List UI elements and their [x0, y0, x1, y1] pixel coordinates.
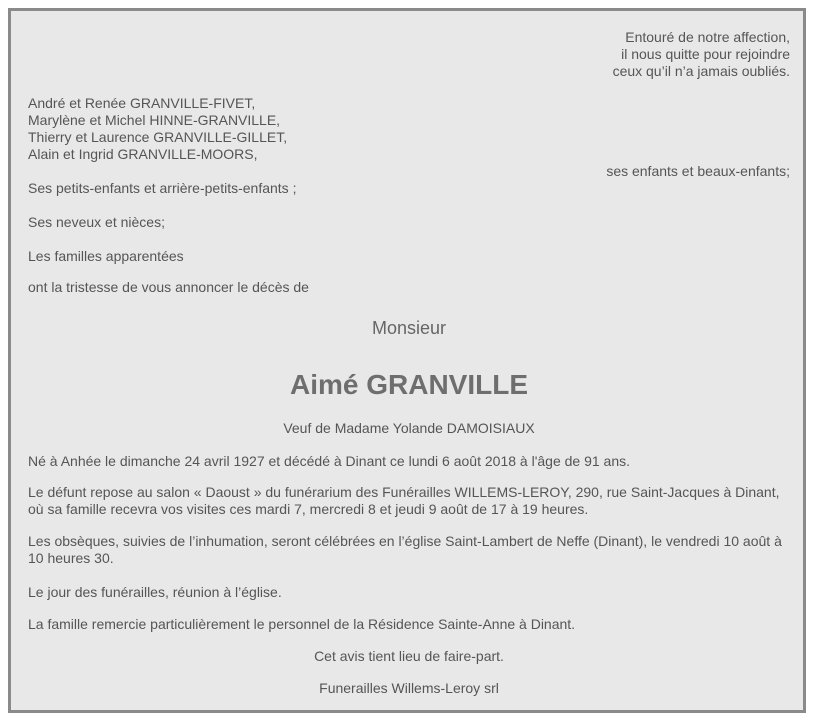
honorific: Monsieur: [371, 318, 447, 338]
families-line: Les familles apparentées: [28, 248, 184, 264]
obituary-notice: [8, 8, 806, 713]
notice-content: [28, 11, 790, 710]
thanks-paragraph: La famille remercie particulièrement le personnel de la Résidence Sainte-Anne à Dinant.: [28, 616, 576, 632]
meeting-paragraph: Le jour des funérailles, réunion à l’église.: [28, 584, 282, 600]
birth-death-paragraph: Né à Anhée le dimanche 24 avril 1927 et décédé à Dinant ce lundi 6 août 2018 à l'âge de 91 ans.: [28, 453, 630, 469]
rest-paragraph: Le défunt repose au salon « Daoust » du funérarium des Funérailles WILLEMS-LEROY, 290, rue Saint-Jacques à Dinant, où sa famille recevra vos visites ces mardi 7, mercredi 8 et jeudi 9 août de 17 à 19 heures.: [28, 484, 780, 517]
intro-line-2: il nous quitte pour rejoindre: [621, 46, 790, 62]
deceased-name: Aimé GRANVILLE: [289, 369, 529, 400]
grandchildren-line: Ses petits-enfants et arrière-petits-enfants ;: [28, 180, 297, 196]
notice-line: Cet avis tient lieu de faire-part.: [314, 648, 504, 664]
intro-line-3: ceux qu’il n’a jamais oubliés.: [612, 63, 790, 79]
funeral-paragraph: Les obsèques, suivies de l’inhumation, seront célébrées en l’église Saint-Lambert de Neffe (Dinant), le vendredi 10 août à 10 heures 30.: [28, 533, 782, 566]
widower-line: Veuf de Madame Yolande DAMOISIAUX: [283, 420, 535, 436]
child-line-1: André et Renée GRANVILLE-FIVET,: [28, 95, 256, 111]
child-line-2: Marylène et Michel HINNE-GRANVILLE,: [28, 112, 281, 128]
undertaker-line: Funerailles Willems-Leroy srl: [319, 680, 499, 696]
child-line-4: Alain et Ingrid GRANVILLE-MOORS,: [28, 146, 258, 162]
nephews-line: Ses neveux et nièces;: [28, 214, 165, 230]
child-line-3: Thierry et Laurence GRANVILLE-GILLET,: [28, 129, 288, 145]
announcement-line: ont la tristesse de vous annoncer le décès de: [28, 279, 309, 295]
children-role: ses enfants et beaux-enfants;: [606, 163, 790, 179]
intro-line-1: Entouré de notre affection,: [625, 29, 790, 45]
